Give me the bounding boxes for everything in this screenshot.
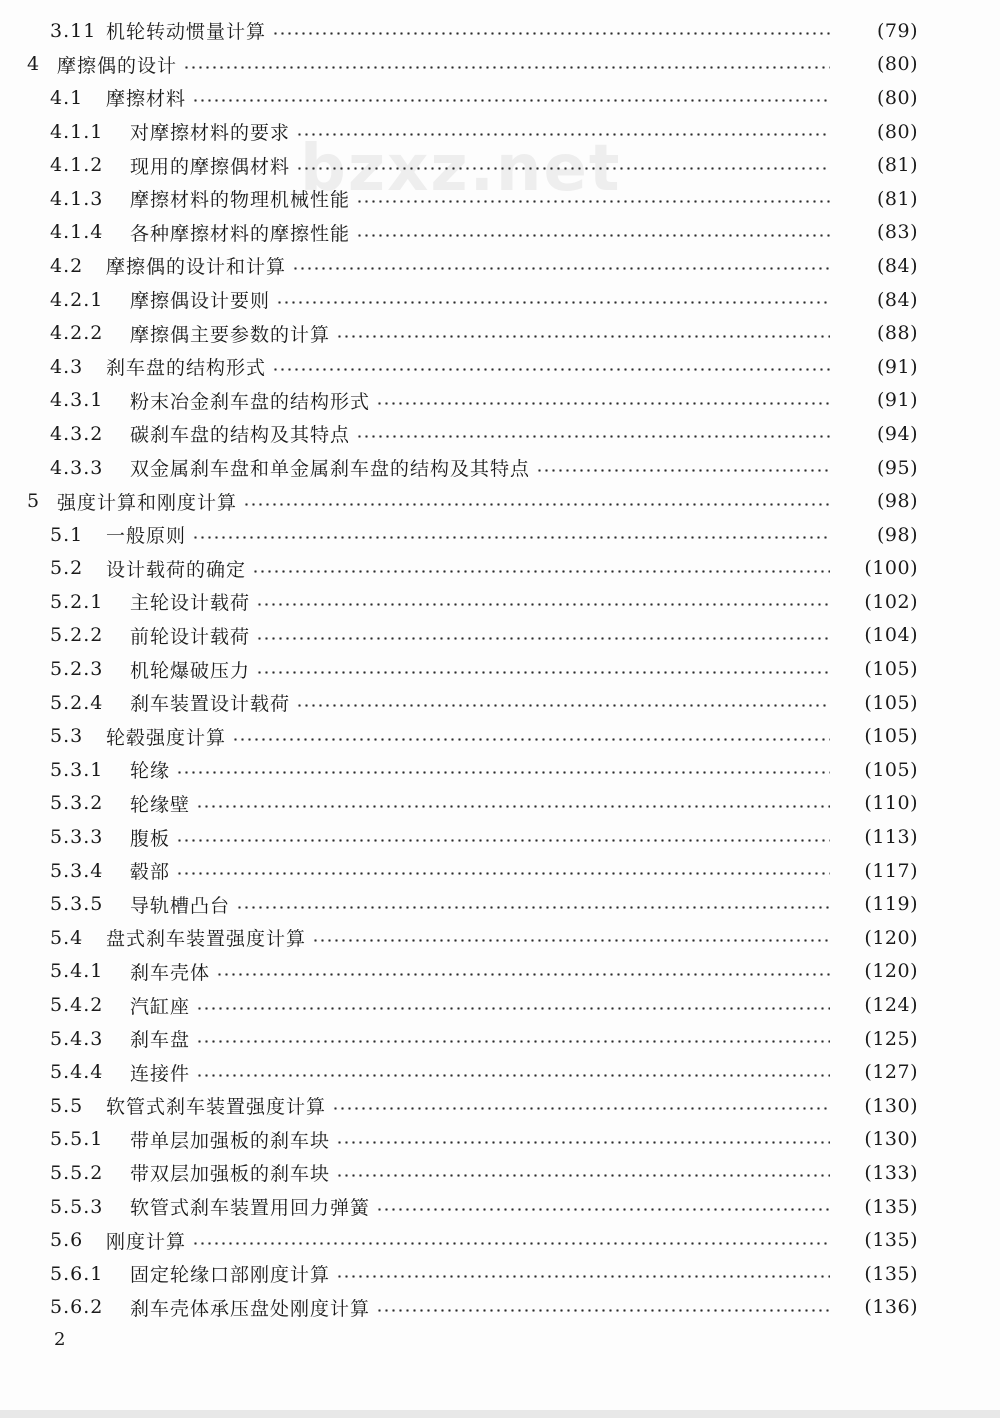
toc-entry-number: 5.4.1 — [50, 960, 104, 983]
dot-leader — [192, 1234, 830, 1253]
toc-entry-number: 4.3.1 — [50, 389, 104, 412]
toc-entry-number: 5.4 — [50, 926, 84, 949]
toc-entry — [0, 249, 1000, 283]
toc-entry — [0, 216, 1000, 250]
toc-entry-number: 5.4.2 — [50, 994, 104, 1017]
toc-entry — [0, 787, 1000, 821]
toc-entry-page: (105) — [864, 691, 918, 714]
toc-entry-number: 5.4.4 — [50, 1061, 104, 1084]
toc-entry — [0, 81, 1000, 115]
toc-entry-number: 5.3.4 — [50, 859, 104, 882]
toc-entry — [0, 719, 1000, 753]
toc-entry-page: (135) — [864, 1262, 918, 1285]
toc-entry — [0, 1089, 1000, 1123]
toc-entry-page: (117) — [864, 859, 918, 882]
toc-entry — [0, 182, 1000, 216]
toc-entry-title: 各种摩擦材料的摩擦性能 — [130, 222, 351, 245]
toc-entry-page: (98) — [876, 490, 918, 513]
toc-entry — [0, 921, 1000, 955]
toc-entry-page: (102) — [864, 590, 918, 613]
toc-entry-number: 3.11 — [50, 19, 97, 42]
dot-leader — [196, 999, 830, 1018]
toc-entry-number: 4.3.3 — [50, 456, 104, 479]
toc-entry — [0, 753, 1000, 787]
toc-entry-number: 5.3.2 — [50, 792, 104, 815]
toc-entry — [0, 619, 1000, 653]
toc-entry — [0, 384, 1000, 418]
toc-entry-page: (135) — [864, 1229, 918, 1252]
toc-entry-page: (136) — [864, 1296, 918, 1319]
toc-entry-title: 前轮设计载荷 — [130, 625, 251, 648]
toc-entry-page: (95) — [876, 456, 918, 479]
toc-entry — [0, 14, 1000, 48]
dot-leader — [312, 931, 830, 950]
dot-leader — [296, 159, 830, 178]
toc-entry-page: (125) — [864, 1027, 918, 1050]
toc-entry-title: 摩擦材料 — [106, 88, 187, 111]
toc-entry-page: (127) — [864, 1061, 918, 1084]
toc-entry-number: 5.5.3 — [50, 1195, 104, 1218]
dot-leader — [356, 226, 830, 245]
toc-entry-title: 连接件 — [130, 1062, 191, 1085]
toc-entry — [0, 552, 1000, 586]
toc-entry-title: 摩擦偶的设计 — [57, 54, 178, 77]
toc-entry-title: 轮缘 — [130, 760, 171, 783]
toc-entry-title: 刹车装置设计载荷 — [130, 693, 291, 716]
toc-entry-number: 4.1 — [50, 86, 84, 109]
toc-entry-number: 5.3.1 — [50, 758, 104, 781]
toc-entry-number: 5.3.3 — [50, 826, 104, 849]
toc-entry-page: (80) — [876, 120, 918, 143]
toc-entry — [0, 887, 1000, 921]
toc-entry-number: 5.2.1 — [50, 590, 104, 613]
toc-entry-number: 4.2.1 — [50, 288, 104, 311]
toc-entry-page: (84) — [876, 254, 918, 277]
toc-entry-page: (81) — [876, 154, 918, 177]
dot-leader — [536, 461, 830, 480]
toc-entry-number: 5.2.2 — [50, 624, 104, 647]
toc-entry-title: 带单层加强板的刹车块 — [130, 1129, 331, 1152]
toc-entry — [0, 988, 1000, 1022]
toc-entry-page: (120) — [864, 926, 918, 949]
toc-entry — [0, 484, 1000, 518]
dot-leader — [216, 965, 830, 984]
toc-entry-number: 5.3 — [50, 725, 84, 748]
toc-entry-number: 5.2 — [50, 557, 84, 580]
toc-entry-page: (120) — [864, 960, 918, 983]
toc-entry-page: (88) — [876, 322, 918, 345]
toc-entry-title: 对摩擦材料的要求 — [130, 122, 291, 145]
dot-leader — [332, 1099, 830, 1118]
toc-entry-title: 刹车盘的结构形式 — [106, 357, 267, 380]
toc-entry-page: (83) — [876, 221, 918, 244]
toc-entry — [0, 955, 1000, 989]
toc-entry-number: 4 — [27, 53, 41, 76]
dot-leader — [292, 259, 830, 278]
toc-entry-title: 双金属刹车盘和单金属刹车盘的结构及其特点 — [130, 458, 531, 481]
toc-entry-number: 4.1.1 — [50, 120, 104, 143]
dot-leader — [196, 797, 830, 816]
dot-leader — [192, 91, 830, 110]
dot-leader — [356, 192, 830, 211]
toc-entry-title: 碳刹车盘的结构及其特点 — [130, 424, 351, 447]
toc-entry-title: 带双层加强板的刹车块 — [130, 1163, 331, 1186]
toc-entry — [0, 417, 1000, 451]
toc-entry — [0, 585, 1000, 619]
dot-leader — [183, 58, 830, 77]
toc-entry-page: (113) — [864, 826, 918, 849]
toc-entry-number: 4.2.2 — [50, 322, 104, 345]
toc-entry-title: 粉末冶金刹车盘的结构形式 — [130, 390, 371, 413]
dot-leader — [192, 528, 830, 547]
toc-entry — [0, 1223, 1000, 1257]
table-of-contents — [0, 14, 1000, 1324]
dot-leader — [176, 864, 830, 883]
page-bottom-edge — [0, 1410, 1000, 1418]
toc-entry-title: 机轮爆破压力 — [130, 659, 251, 682]
toc-entry-title: 刚度计算 — [106, 1230, 187, 1253]
dot-leader — [356, 427, 830, 446]
toc-entry-title: 导轨槽凸台 — [130, 894, 231, 917]
toc-entry-page: (105) — [864, 658, 918, 681]
dot-leader — [252, 562, 830, 581]
toc-entry-page: (100) — [864, 557, 918, 580]
toc-entry-number: 4.1.4 — [50, 221, 104, 244]
toc-entry-page: (79) — [876, 19, 918, 42]
dot-leader — [176, 831, 830, 850]
dot-leader — [243, 495, 830, 514]
toc-entry-page: (81) — [876, 187, 918, 210]
toc-entry-title: 摩擦偶的设计和计算 — [106, 256, 287, 279]
toc-entry-page: (80) — [876, 53, 918, 76]
toc-entry — [0, 316, 1000, 350]
toc-entry-number: 4.3 — [50, 355, 84, 378]
toc-entry-title: 软管式刹车装置用回力弹簧 — [130, 1197, 371, 1220]
toc-entry-title: 软管式刹车装置强度计算 — [106, 1096, 327, 1119]
toc-entry-number: 5.5 — [50, 1094, 84, 1117]
toc-entry-title: 刹车壳体 — [130, 961, 211, 984]
toc-entry-title: 强度计算和刚度计算 — [57, 491, 238, 514]
toc-entry-title: 现用的摩擦偶材料 — [130, 155, 291, 178]
toc-entry-page: (130) — [864, 1128, 918, 1151]
toc-entry-number: 5.1 — [50, 523, 84, 546]
toc-entry-title: 机轮转动惯量计算 — [106, 21, 267, 44]
toc-entry-title: 轮缘壁 — [130, 793, 191, 816]
dot-leader — [336, 1267, 830, 1286]
toc-entry — [0, 451, 1000, 485]
dot-leader — [236, 898, 830, 917]
toc-entry — [0, 1156, 1000, 1190]
toc-entry-number: 5.2.3 — [50, 658, 104, 681]
toc-entry-number: 5.6.1 — [50, 1262, 104, 1285]
toc-entry-page: (94) — [876, 422, 918, 445]
toc-entry-title: 腹板 — [130, 827, 171, 850]
toc-entry-title: 毂部 — [130, 861, 171, 884]
toc-entry-number: 5 — [27, 490, 41, 513]
dot-leader — [272, 24, 830, 43]
dot-leader — [376, 394, 830, 413]
toc-entry-page: (135) — [864, 1195, 918, 1218]
toc-entry-title: 摩擦偶设计要则 — [130, 290, 271, 313]
toc-entry-page: (84) — [876, 288, 918, 311]
toc-entry-title: 刹车壳体承压盘处刚度计算 — [130, 1297, 371, 1320]
toc-entry-page: (104) — [864, 624, 918, 647]
toc-entry-number: 4.3.2 — [50, 422, 104, 445]
toc-entry-number: 4.2 — [50, 254, 84, 277]
dot-leader — [296, 696, 830, 715]
toc-entry — [0, 48, 1000, 82]
toc-entry-page: (91) — [876, 389, 918, 412]
toc-entry-title: 盘式刹车装置强度计算 — [106, 928, 307, 951]
toc-entry — [0, 1055, 1000, 1089]
dot-leader — [196, 1032, 830, 1051]
page-number: 2 — [54, 1329, 66, 1350]
dot-leader — [256, 663, 830, 682]
dot-leader — [196, 1066, 830, 1085]
toc-entry-number: 5.5.1 — [50, 1128, 104, 1151]
toc-entry — [0, 350, 1000, 384]
toc-entry-title: 刹车盘 — [130, 1029, 191, 1052]
toc-entry-page: (105) — [864, 758, 918, 781]
toc-entry — [0, 1022, 1000, 1056]
toc-entry-number: 5.5.2 — [50, 1161, 104, 1184]
dot-leader — [336, 327, 830, 346]
toc-entry-number: 4.1.3 — [50, 187, 104, 210]
toc-entry-title: 摩擦偶主要参数的计算 — [130, 323, 331, 346]
dot-leader — [276, 293, 830, 312]
toc-entry-title: 固定轮缘口部刚度计算 — [130, 1264, 331, 1287]
toc-entry-title: 摩擦材料的物理机械性能 — [130, 189, 351, 212]
dot-leader — [376, 1200, 830, 1219]
toc-entry — [0, 652, 1000, 686]
toc-entry-number: 5.4.3 — [50, 1027, 104, 1050]
toc-entry-title: 汽缸座 — [130, 995, 191, 1018]
dot-leader — [296, 125, 830, 144]
toc-entry — [0, 115, 1000, 149]
toc-entry — [0, 283, 1000, 317]
toc-entry-page: (124) — [864, 994, 918, 1017]
toc-entry-page: (119) — [864, 893, 918, 916]
toc-entry-page: (130) — [864, 1094, 918, 1117]
dot-leader — [256, 595, 830, 614]
dot-leader — [336, 1133, 830, 1152]
toc-entry — [0, 148, 1000, 182]
toc-entry — [0, 820, 1000, 854]
dot-leader — [272, 360, 830, 379]
toc-entry — [0, 518, 1000, 552]
toc-entry — [0, 1257, 1000, 1291]
toc-entry — [0, 1291, 1000, 1325]
toc-entry-title: 设计载荷的确定 — [106, 558, 247, 581]
toc-entry-page: (98) — [876, 523, 918, 546]
toc-entry — [0, 686, 1000, 720]
toc-entry — [0, 854, 1000, 888]
dot-leader — [376, 1301, 830, 1320]
dot-leader — [176, 763, 830, 782]
toc-entry-number: 5.6.2 — [50, 1296, 104, 1319]
dot-leader — [256, 629, 830, 648]
dot-leader — [232, 730, 830, 749]
toc-entry — [0, 1123, 1000, 1157]
toc-entry-title: 一般原则 — [106, 525, 187, 548]
toc-entry-number: 5.6 — [50, 1229, 84, 1252]
toc-entry-page: (91) — [876, 355, 918, 378]
toc-entry-title: 轮毂强度计算 — [106, 726, 227, 749]
toc-entry-number: 4.1.2 — [50, 154, 104, 177]
toc-entry-page: (110) — [864, 792, 918, 815]
toc-entry-number: 5.3.5 — [50, 893, 104, 916]
dot-leader — [336, 1166, 830, 1185]
toc-entry-page: (133) — [864, 1161, 918, 1184]
toc-entry — [0, 1190, 1000, 1224]
toc-entry-number: 5.2.4 — [50, 691, 104, 714]
toc-entry-page: (105) — [864, 725, 918, 748]
toc-entry-title: 主轮设计载荷 — [130, 592, 251, 615]
toc-entry-page: (80) — [876, 86, 918, 109]
